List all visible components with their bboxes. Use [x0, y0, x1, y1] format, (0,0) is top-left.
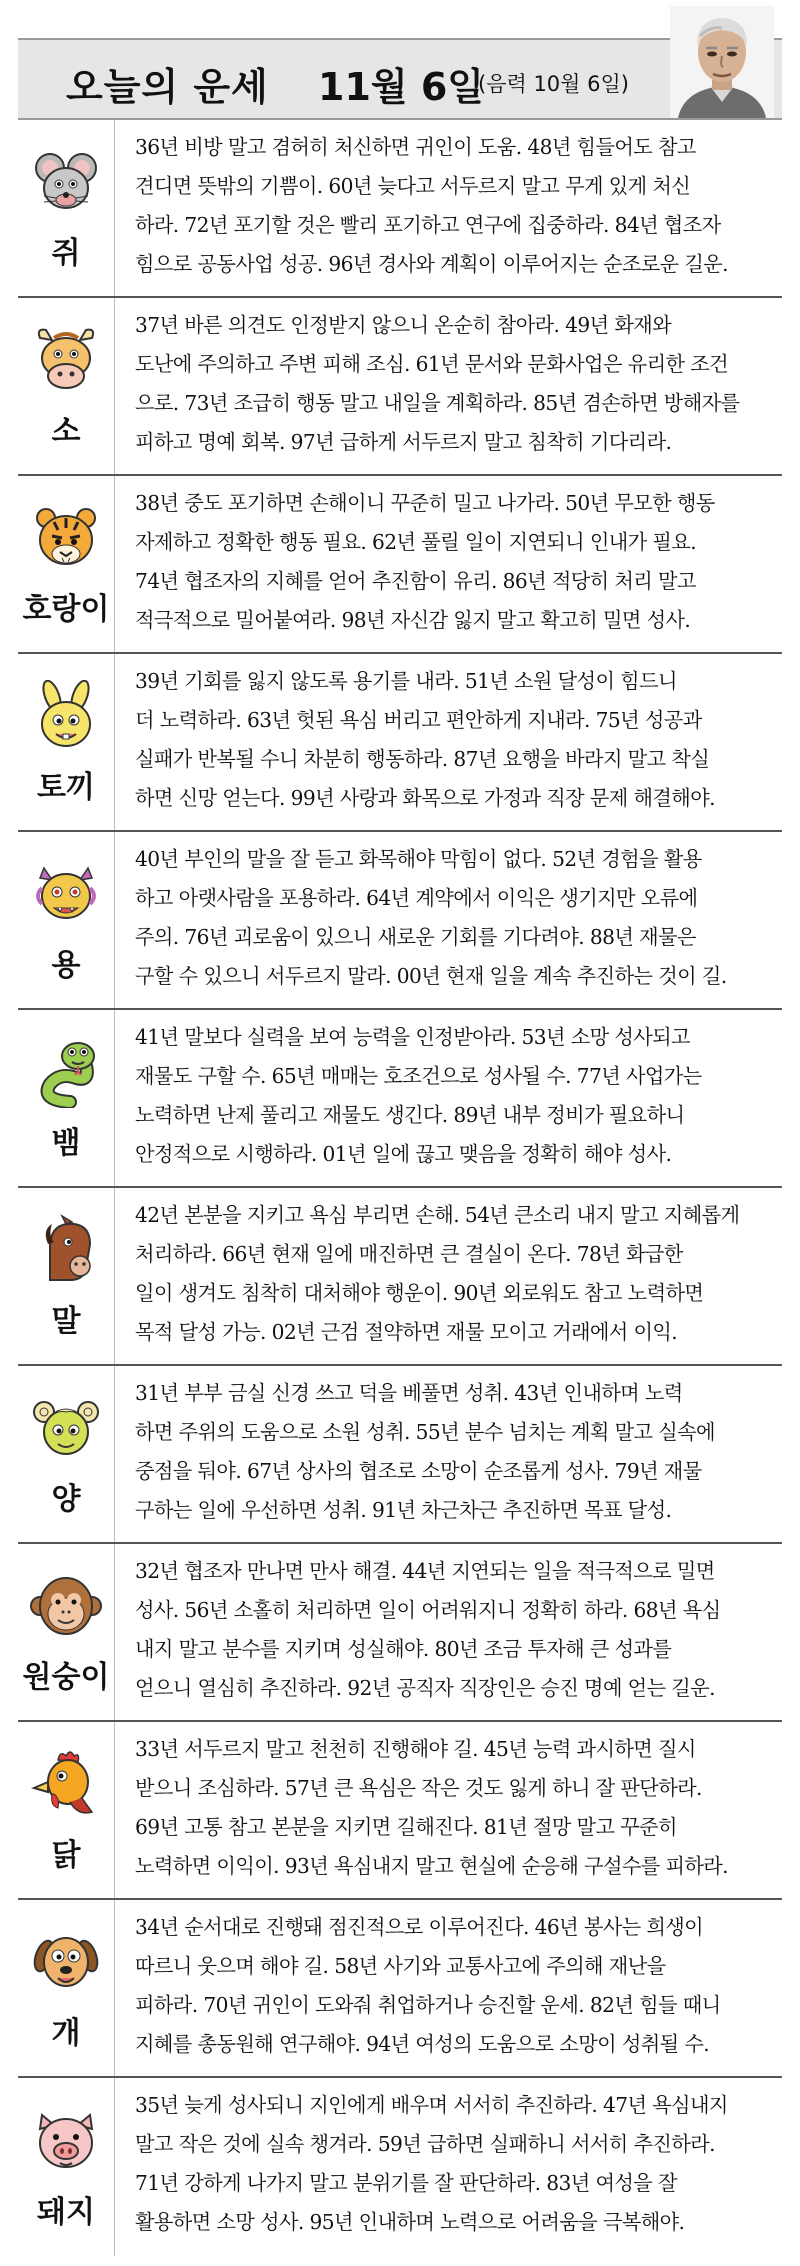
animal-name: 돼지	[37, 2195, 95, 2230]
list-item	[18, 476, 782, 654]
fortune-line: 얻으니 열심히 추진하라. 92년 공직자 직장인은 승진 명예 얻는 길운.	[135, 1676, 715, 1700]
rooster-icon	[30, 1748, 102, 1820]
animal-name: 말	[51, 1304, 81, 1339]
fortune-line: 힘으로 공동사업 성공. 96년 경사와 계획이 이루어지는 순조로운 길운.	[135, 252, 728, 276]
rabbit-icon	[30, 680, 102, 752]
columnist-portrait	[670, 6, 774, 118]
zodiac-animal	[18, 1722, 115, 1898]
zodiac-animal	[18, 1188, 115, 1364]
fortune-line: 구하는 일에 우선하면 성취. 91년 차근차근 추진하면 목표 달성.	[135, 1498, 672, 1522]
fortune-line: 33년 서두르지 말고 천천히 진행해야 길. 45년 능력 과시하면 질시	[135, 1737, 696, 1761]
fortune-line: 38년 중도 포기하면 손해이니 꾸준히 밀고 나가라. 50년 무모한 행동	[135, 491, 715, 515]
fortune-line: 하고 아랫사람을 포용하라. 64년 계약에서 이익은 생기지만 오류에	[135, 886, 698, 910]
fortune-text	[115, 832, 782, 1008]
snake-icon	[30, 1036, 102, 1108]
fortune-line: 중점을 둬야. 67년 상사의 협조로 소망이 순조롭게 성사. 79년 재물	[135, 1459, 702, 1483]
fortune-line: 36년 비방 말고 겸허히 처신하면 귀인이 도움. 48년 힘들어도 참고	[135, 135, 696, 159]
fortune-line: 34년 순서대로 진행돼 점진적으로 이루어진다. 46년 봉사는 희생이	[135, 1915, 704, 1939]
dog-icon	[30, 1926, 102, 1998]
zodiac-animal	[18, 1900, 115, 2076]
fortune-line: 견디면 뜻밖의 기쁨이. 60년 늦다고 서두르지 말고 무게 있게 처신	[135, 174, 691, 198]
fortune-line: 하면 주위의 도움으로 소원 성취. 55년 분수 넘치는 계획 말고 실속에	[135, 1420, 715, 1444]
fortune-line: 71년 강하게 나가지 말고 분위기를 잘 판단하라. 83년 여성을 잘	[135, 2171, 677, 2195]
fortune-line: 활용하면 소망 성사. 95년 인내하며 노력으로 어려움을 극복해야.	[135, 2210, 685, 2234]
zodiac-animal	[18, 2078, 115, 2256]
animal-name: 양	[51, 1482, 81, 1517]
fortune-line: 처리하라. 66년 현재 일에 매진하면 큰 결실이 온다. 78년 화급한	[135, 1242, 683, 1266]
fortune-text	[115, 654, 782, 830]
list-item	[18, 1900, 782, 2078]
header	[18, 0, 782, 120]
zodiac-animal	[18, 298, 115, 474]
list-item	[18, 1010, 782, 1188]
animal-name: 쥐	[51, 236, 81, 271]
fortune-line: 31년 부부 금실 신경 쓰고 덕을 베풀면 성취. 43년 인내하며 노력	[135, 1381, 683, 1405]
tiger-icon	[30, 502, 102, 574]
fortune-text	[115, 1010, 782, 1186]
fortune-line: 35년 늦게 성사되니 지인에게 배우며 서서히 추진하라. 47년 욕심내지	[135, 2093, 728, 2117]
sheep-icon	[30, 1392, 102, 1464]
fortune-line: 말고 작은 것에 실속 챙겨라. 59년 급하면 실패하니 서서히 추진하라.	[135, 2132, 715, 2156]
list-item	[18, 1188, 782, 1366]
fortune-line: 74년 협조자의 지혜를 얻어 추진함이 유리. 86년 적당히 처리 말고	[135, 569, 696, 593]
fortune-text	[115, 476, 782, 652]
animal-name: 뱀	[51, 1126, 81, 1161]
page-title: 오늘의 운세	[66, 65, 269, 109]
zodiac-animal	[18, 1010, 115, 1186]
fortune-line: 41년 말보다 실력을 보여 능력을 인정받아라. 53년 소망 성사되고	[135, 1025, 690, 1049]
fortune-line: 내지 말고 분수를 지키며 성실해야. 80년 조금 투자해 큰 성과를	[135, 1637, 672, 1661]
fortune-line: 재물도 구할 수. 65년 매매는 호조건으로 성사될 수. 77년 사업가는	[135, 1064, 702, 1088]
zodiac-list	[18, 120, 782, 2256]
fortune-line: 실패가 반복될 수니 차분히 행동하라. 87년 요행을 바라지 말고 착실	[135, 747, 710, 771]
fortune-text	[115, 298, 782, 474]
fortune-line: 피하고 명예 회복. 97년 급하게 서두르지 말고 침착히 기다리라.	[135, 430, 672, 454]
zodiac-animal	[18, 1366, 115, 1542]
fortune-line: 지혜를 총동원해 연구해야. 94년 여성의 도움으로 소망이 성취될 수.	[135, 2032, 710, 2056]
list-item	[18, 120, 782, 298]
dragon-icon	[30, 858, 102, 930]
fortune-line: 40년 부인의 말을 잘 듣고 화목해야 막힘이 없다. 52년 경험을 활용	[135, 847, 702, 871]
zodiac-animal	[18, 476, 115, 652]
animal-name: 개	[51, 2016, 81, 2051]
fortune-line: 노력하면 이익이. 93년 욕심내지 말고 현실에 순응해 구설수를 피하라.	[135, 1854, 728, 1878]
zodiac-animal	[18, 654, 115, 830]
fortune-line: 주의. 76년 괴로움이 있으니 새로운 기회를 기다려야. 88년 재물은	[135, 925, 696, 949]
list-item	[18, 2078, 782, 2256]
list-item	[18, 1366, 782, 1544]
fortune-text	[115, 1544, 782, 1720]
fortune-line: 으로. 73년 조급히 행동 말고 내일을 계획하라. 85년 겸손하면 방해자를	[135, 391, 740, 415]
zodiac-animal	[18, 1544, 115, 1720]
fortune-line: 받으니 조심하라. 57년 큰 욕심은 작은 것도 잃게 하니 잘 판단하라.	[135, 1776, 702, 1800]
header-lunar-date: (음력 10월 6일)	[478, 72, 629, 96]
list-item	[18, 298, 782, 476]
fortune-text	[115, 120, 782, 296]
horse-icon	[30, 1214, 102, 1286]
fortune-line: 안정적으로 시행하라. 01년 일에 끊고 맺음을 정확히 해야 성사.	[135, 1142, 672, 1166]
fortune-text	[115, 1366, 782, 1542]
fortune-line: 하면 신망 얻는다. 99년 사랑과 화목으로 가정과 직장 문제 해결해야.	[135, 786, 715, 810]
monkey-icon	[30, 1570, 102, 1642]
zodiac-animal	[18, 120, 115, 296]
animal-name: 소	[51, 414, 81, 449]
fortune-line: 일이 생겨도 침착히 대처해야 행운이. 90년 외로워도 참고 노력하면	[135, 1281, 704, 1305]
fortune-line: 노력하면 난제 풀리고 재물도 생긴다. 89년 내부 정비가 필요하니	[135, 1103, 685, 1127]
fortune-line: 적극적으로 밀어붙여라. 98년 자신감 잃지 말고 확고히 밀면 성사.	[135, 608, 691, 632]
fortune-line: 피하라. 70년 귀인이 도와줘 취업하거나 승진할 운세. 82년 힘들 때니	[135, 1993, 721, 2017]
animal-name: 토끼	[37, 770, 95, 805]
list-item	[18, 832, 782, 1010]
ox-icon	[30, 324, 102, 396]
fortune-line: 자제하고 정확한 행동 필요. 62년 풀릴 일이 지연되니 인내가 필요.	[135, 530, 697, 554]
fortune-line: 도난에 주의하고 주변 피해 조심. 61년 문서와 문화사업은 유리한 조건	[135, 352, 728, 376]
fortune-line: 69년 고통 참고 본분을 지키면 길해진다. 81년 절망 말고 꾸준히	[135, 1815, 677, 1839]
list-item	[18, 1722, 782, 1900]
fortune-text	[115, 1722, 782, 1898]
animal-name: 닭	[51, 1838, 81, 1873]
fortune-line: 39년 기회를 잃지 않도록 용기를 내라. 51년 소원 달성이 힘드니	[135, 669, 677, 693]
fortune-line: 따르니 웃으며 해야 길. 58년 사기와 교통사고에 주의해 재난을	[135, 1954, 666, 1978]
list-item	[18, 1544, 782, 1722]
pig-icon	[30, 2105, 102, 2177]
fortune-line: 목적 달성 가능. 02년 근검 절약하면 재물 모이고 거래에서 이익.	[135, 1320, 678, 1344]
fortune-text	[115, 2078, 782, 2256]
fortune-text	[115, 1188, 782, 1364]
fortune-line: 구할 수 있으니 서두르지 말라. 00년 현재 일을 계속 추진하는 것이 길.	[135, 964, 727, 988]
zodiac-animal	[18, 832, 115, 1008]
fortune-line: 32년 협조자 만나면 만사 해결. 44년 지연되는 일을 적극적으로 밀면	[135, 1559, 715, 1583]
rat-icon	[30, 146, 102, 218]
fortune-text	[115, 1900, 782, 2076]
animal-name: 원숭이	[22, 1660, 110, 1695]
fortune-line: 성사. 56년 소홀히 처리하면 일이 어려워지니 정확히 하라. 68년 욕심	[135, 1598, 721, 1622]
fortune-line: 37년 바른 의견도 인정받지 않으니 온순히 참아라. 49년 화재와	[135, 313, 672, 337]
header-date: 11월 6일	[318, 65, 484, 109]
fortune-line: 더 노력하라. 63년 헛된 욕심 버리고 편안하게 지내라. 75년 성공과	[135, 708, 702, 732]
list-item	[18, 654, 782, 832]
animal-name: 용	[51, 948, 81, 983]
fortune-line: 42년 본분을 지키고 욕심 부리면 손해. 54년 큰소리 내지 말고 지혜롭게	[135, 1203, 740, 1227]
fortune-line: 하라. 72년 포기할 것은 빨리 포기하고 연구에 집중하라. 84년 협조자	[135, 213, 721, 237]
animal-name: 호랑이	[22, 592, 110, 627]
